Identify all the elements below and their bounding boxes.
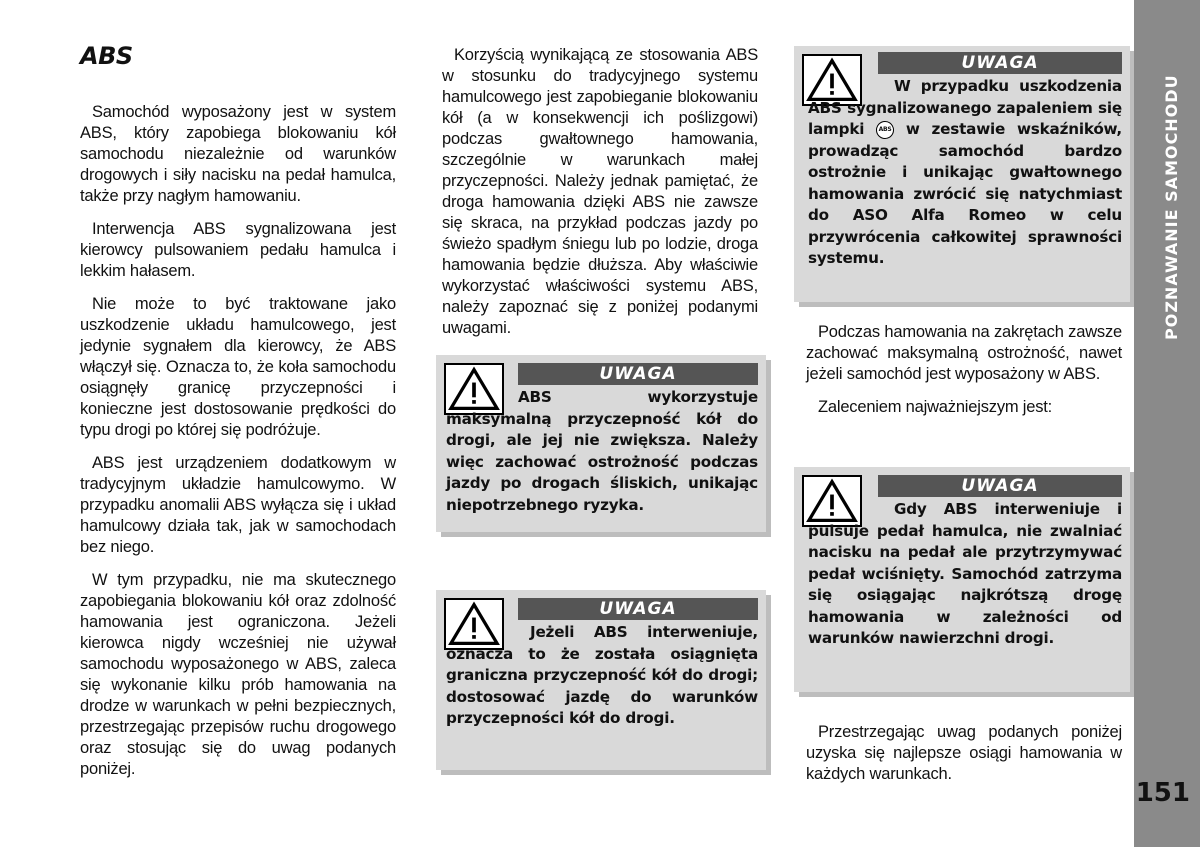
warning-label: UWAGA bbox=[518, 598, 758, 620]
paragraph: Interwencja ABS sygnalizowana jest kierowcy pulsowaniem pedału hamulca i lekkim hałasem. bbox=[80, 220, 396, 280]
abs-lamp-icon: ABS bbox=[876, 121, 894, 139]
column-right bbox=[806, 322, 1122, 430]
warning-label: UWAGA bbox=[518, 363, 758, 385]
warning-box bbox=[794, 46, 1130, 302]
warning-text: Jeżeli ABS interweniuje, oznacza to że została osiągnięta graniczna przyczepność kół do drogi; dostosować jazdę do warunków przyczepności kół do drogi. bbox=[446, 623, 758, 727]
warning-box bbox=[436, 355, 766, 532]
warning-box bbox=[436, 590, 766, 770]
column-right-bottom bbox=[806, 722, 1122, 797]
page-heading: ABS bbox=[80, 42, 133, 70]
warning-text bbox=[808, 76, 1122, 270]
paragraph: Podczas hamowania na zakrętach zawsze zachować maksymalną ostrożność, nawet jeżeli samochód jest wyposażony w ABS. bbox=[806, 323, 1122, 383]
warning-label: UWAGA bbox=[878, 475, 1122, 497]
column-middle bbox=[442, 45, 758, 351]
paragraph: Przestrzegając uwag podanych poniżej uzyska się najlepsze osiągi hamowania w każdych warunkach. bbox=[806, 723, 1122, 783]
warning-box bbox=[794, 467, 1130, 692]
warning-text-part: W przypadku uszkodzenia ABS sygnalizowanego zapaleniem się lampki bbox=[808, 77, 1122, 138]
page-number: 151 bbox=[1135, 778, 1190, 808]
paragraph: W tym przypadku, nie ma skutecznego zapobiegania blokowaniu kół oraz zdolność hamowania jest ograniczona. Jeżeli kierowca nigdy wcześniej nie używał samochodu wyposażonego w ABS, zaleca się wykonanie kilku prób hamowania na drodze w warunkach w pełni bezpiecznych, przestrzegając przepisów ruchu drogowego oraz stosując się do uwag podanych poniżej. bbox=[80, 571, 396, 778]
warning-text-part: w zestawie wskaźników, prowadząc samochód bardzo ostrożnie i unikając gwałtownego hamowania zwrócić się natychmiast do ASO Alfa Romeo w celu przywrócenia całkowitej sprawności systemu. bbox=[808, 120, 1122, 267]
warning-text: ABS wykorzystuje maksymalną przyczepność kół do drogi, ale jej nie zwiększa. Należy więc zachować ostrożność podczas jazdy po drogach śliskich, unikając niepotrzebnego ryzyka. bbox=[446, 388, 758, 514]
paragraph: Zaleceniem najważniejszym jest: bbox=[818, 398, 1053, 416]
paragraph: Nie może to być traktowane jako uszkodzenie układu hamulcowego, jest jedynie sygnałem dla kierowcy, że ABS włączył się. Oznacza to, że koła samochodu osiągnęły granicę przyczepności i konieczne jest dostosowanie prędkości do typu drogi po której się podróżuje. bbox=[80, 295, 396, 439]
section-title: POZNAWANIE SAMOCHODU bbox=[1162, 74, 1181, 340]
paragraph: Samochód wyposażony jest w system ABS, który zapobiega blokowaniu kół samochodu niezależnie od warunków drogowych i siły nacisku na pedał hamulca, także przy nagłym hamowaniu. bbox=[80, 103, 396, 205]
paragraph: ABS jest urządzeniem dodatkowym w tradycyjnym układzie hamulcowymo. W przypadku anomalii ABS wyłącza się i układ hamulcowy działa tak, jak w samochodach bez niego. bbox=[80, 454, 396, 556]
warning-label: UWAGA bbox=[878, 52, 1122, 74]
warning-text: Gdy ABS interweniuje i pulsuje pedał hamulca, nie zwalniać nacisku na pedał ale przytrzymywać pedał wciśnięty. Samochód zatrzyma się osiągając najkrótszą drogę hamowania w zależności od warunków nawierzchni drogi. bbox=[808, 500, 1122, 647]
paragraph: Korzyścią wynikającą ze stosowania ABS w stosunku do tradycyjnego systemu hamulcowego jest zapobieganie blokowaniu kół (a w konsekwencji ich poślizgowi) podczas gwałtownego hamowania, szczególnie w warunkach małej przyczepności. Należy jednak pamiętać, że droga hamowania dzięki ABS nie zawsze się skraca, na przykład podczas jazdy po świeżo spadłym śniegu lub po lodzie, droga hamowania będzie dłuższa. Aby właściwie wykorzystać właściwości systemu ABS, należy zapoznać się z poniżej podanymi uwagami. bbox=[442, 46, 758, 337]
column-left bbox=[80, 42, 396, 792]
